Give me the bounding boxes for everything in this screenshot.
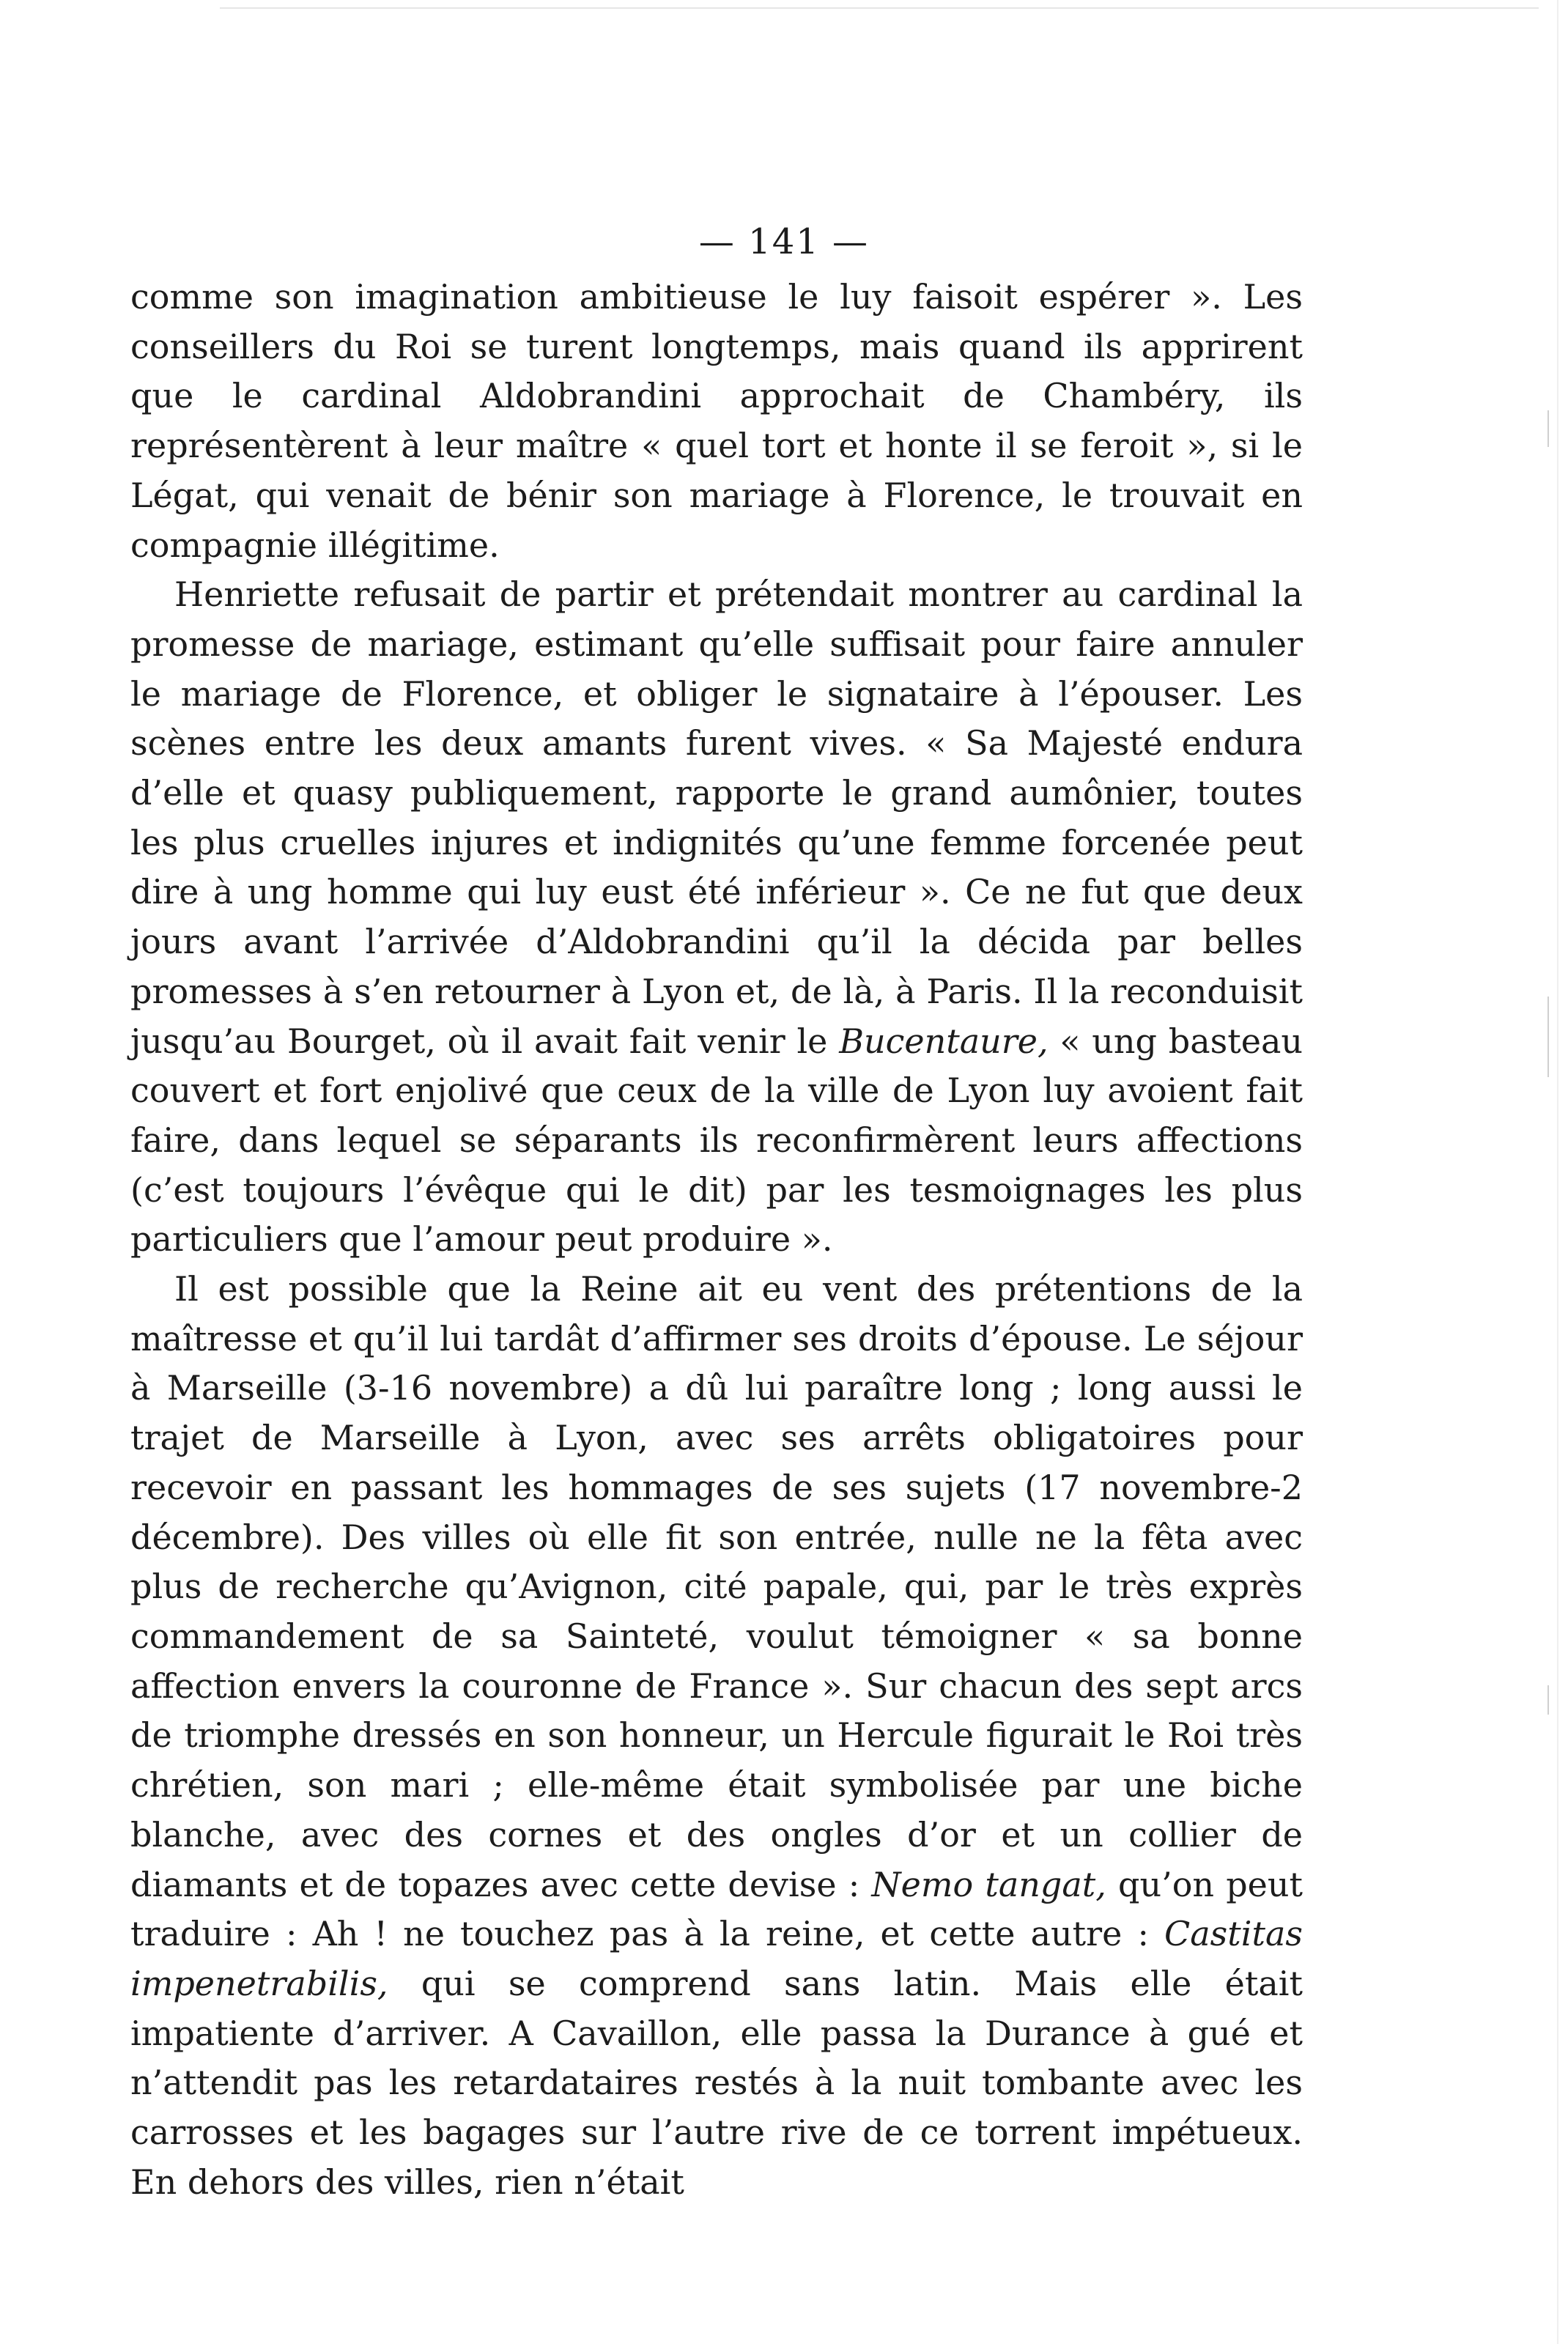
italic-text: Castitas impenetrabilis, — [130, 1914, 1303, 2003]
body-text — [130, 273, 1303, 2207]
text-run: « ung basteau couvert et fort enjolivé que ceux de la ville de Lyon luy avoient fait faire, dans lequel se séparants ils reconfirmèrent leurs affections (c’est toujours l’évêque qui le dit) par les tesmoignages les plus particuliers que l’amour peut produire ». — [130, 1021, 1303, 1260]
page-number: — 141 — — [698, 221, 870, 262]
paragraph: comme son imagination ambitieuse le luy faisoit espérer ». Les conseillers du Roi se turent longtemps, mais quand ils apprirent que le cardinal Aldobrandini approchait de Chambéry, ils représentèrent à leur maître « quel tort et honte il se feroit », si le Légat, qui venait de bénir son mariage à Florence, le trouvait en compagnie illégitime. — [130, 277, 1303, 565]
text-run: Henriette refusait de partir et prétendait montrer au cardinal la promesse de mariage, estimant qu’elle suffisait pour faire annuler le mariage de Florence, et obliger le signataire à l’épouser. Les scènes entre les deux amants furent vives. « Sa Majesté endura d’elle et quasy publiquement, rapporte le grand aumônier, toutes les plus cruelles injures et indignités qu’une femme forcenée peut dire à ung homme qui luy eust été inférieur ». Ce ne fut que deux jours avant l’arrivée d’Aldobrandini qu’il la décida par belles promesses à s’en retourner à Lyon et, de là, à Paris. Il la reconduisit jusqu’au Bourget, où il avait fait venir le — [130, 574, 1303, 1061]
scan-margin-mark — [1547, 997, 1549, 1077]
scan-edge-right — [1557, 0, 1558, 2344]
scan-margin-mark — [1547, 1685, 1549, 1715]
text-run: qui se comprend sans latin. Mais elle était impatiente d’arriver. A Cavaillon, elle passa la Durance à gué et n’attendit pas les retardataires restés à la nuit tombante avec les carrosses et les bagages sur l’autre rive de ce torrent impétueux. En dehors des villes, rien n’était — [130, 1963, 1303, 2202]
scan-edge-top — [220, 7, 1539, 9]
text-run: qu’on peut traduire : Ah ! ne touchez pas à la reine, et cette autre : — [130, 1864, 1303, 1954]
text-run: Il est possible que la Reine ait eu vent des prétentions de la maîtresse et qu’il lui tardât d’affirmer ses droits d’épouse. Le séjour à Marseille (3-16 novembre) a dû lui paraître long ; long aussi le trajet de Marseille à Lyon, avec ses arrêts obligatoires pour recevoir en passant les hommages de ses sujets (17 novembre-2 décembre). Des villes où elle fit son entrée, nulle ne la fêta avec plus de recherche qu’Avignon, cité papale, qui, par le très exprès commandement de sa Sainteté, voulut témoigner « sa bonne affection envers la couronne de France ». Sur chacun des sept arcs de triomphe dressés en son honneur, un Hercule figurait le Roi très chrétien, son mari ; elle-même était symbolisée par une biche blanche, avec des cornes et des ongles d’or et un collier de diamants et de topazes avec cette devise : — [130, 1269, 1303, 1904]
paragraph — [130, 1265, 1303, 2207]
scan-margin-mark — [1547, 410, 1549, 447]
paragraph — [130, 570, 1303, 1265]
italic-text: Nemo tangat, — [871, 1864, 1106, 1904]
italic-text: Bucentaure, — [839, 1021, 1049, 1061]
